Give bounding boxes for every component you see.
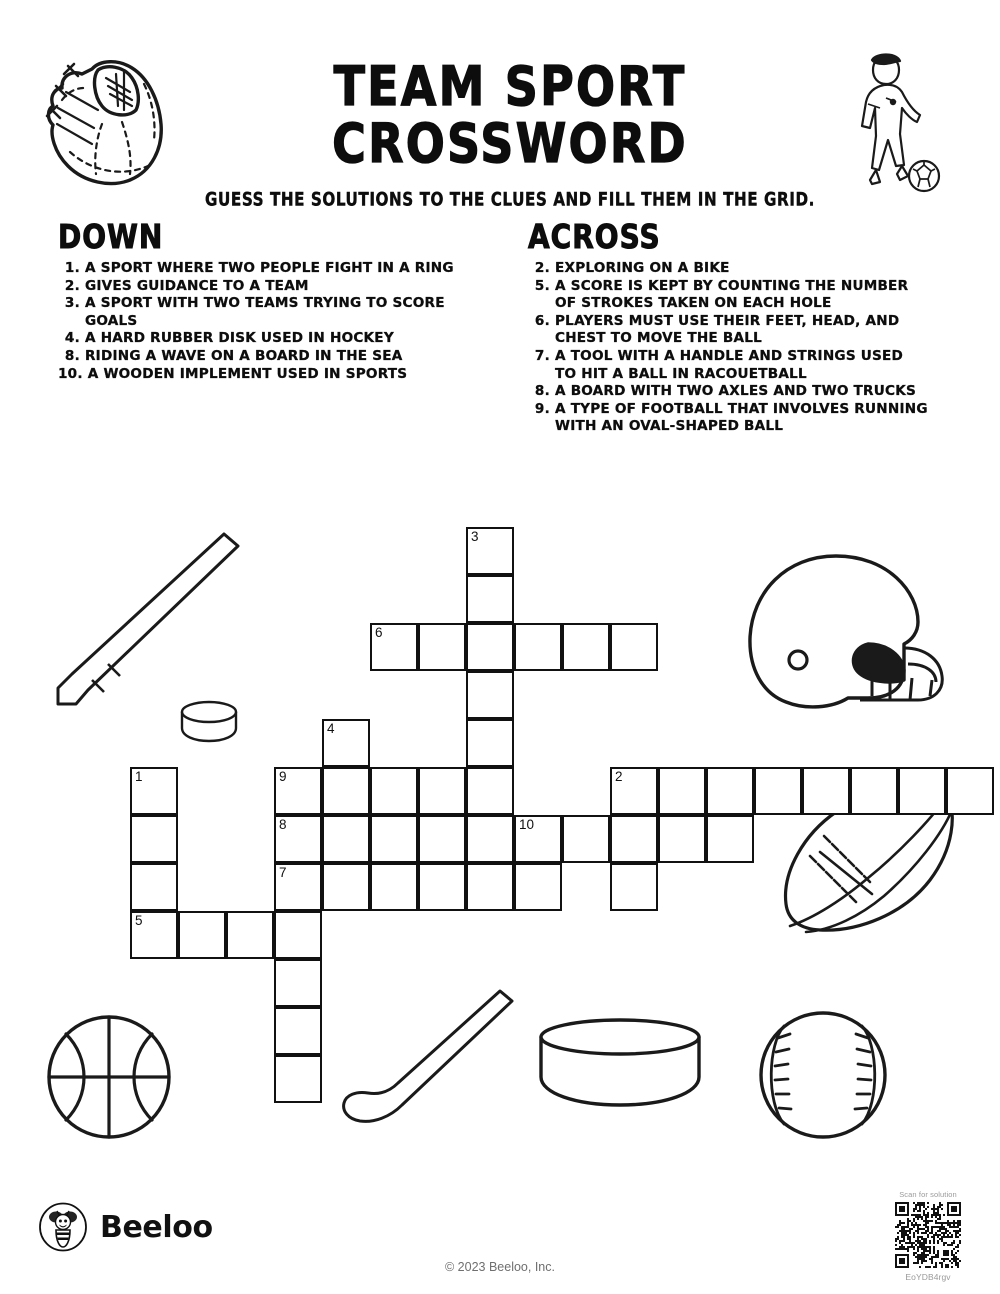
copyright-text: © 2023 Beeloo, Inc. [445,1260,555,1274]
clue-number: 2. [534,260,550,276]
crossword-cell[interactable] [274,1007,322,1055]
crossword-cell[interactable] [370,815,418,863]
crossword-cell[interactable] [610,863,658,911]
clue-text: A SPORT WHERE TWO PEOPLE FIGHT IN A RING [85,260,454,276]
clue-item [528,348,928,383]
clue-number: 5. [534,277,550,294]
hockey-stick-icon [340,985,515,1145]
crossword-cell[interactable] [610,623,658,671]
clue-text: RIDING A WAVE ON A BOARD IN THE SEA [85,347,403,364]
crossword-cell[interactable] [274,959,322,1007]
cell-number: 7 [279,865,287,880]
down-heading: DOWN [58,218,164,257]
crossword-cell[interactable] [466,575,514,623]
clue-number: 10. [58,365,83,382]
page-header [0,0,1000,210]
qr-serial: EoYDB4rgv [905,1272,951,1282]
crossword-cell[interactable] [130,911,178,959]
clue-text: A SCORE IS KEPT BY COUNTING THE NUMBER OF STROKES TAKEN ON EACH HOLE [555,277,909,312]
clue-number: 8. [64,347,80,364]
crossword-cell[interactable] [274,1055,322,1103]
clue-item [58,278,488,296]
crossword-cell[interactable] [610,767,658,815]
crossword-cell[interactable] [514,623,562,671]
crossword-cell[interactable] [466,863,514,911]
clue-item [58,330,488,348]
baseball-glove-icon [44,48,174,193]
brand-name: Beeloo [100,1209,213,1245]
clue-item [528,383,928,401]
clue-text: A SPORT WITH TWO TEAMS TRYING TO SCORE GOALS [85,295,445,329]
crossword-cell[interactable] [898,767,946,815]
crossword-cell[interactable] [130,767,178,815]
clue-text: PLAYERS MUST USE THEIR FEET, HEAD, AND CHEST TO MOVE THE BALL [555,312,900,347]
crossword-cell[interactable] [322,815,370,863]
clue-number: 2. [64,277,80,294]
qr-block [880,1190,976,1282]
cell-number: 2 [615,769,623,784]
crossword-cell[interactable] [226,911,274,959]
crossword-cell[interactable] [562,815,610,863]
crossword-cell[interactable] [274,815,322,863]
crossword-cell[interactable] [514,815,562,863]
clue-number: 7. [534,347,550,364]
clue-item [58,260,488,278]
clue-item [58,295,488,330]
brand-logo [38,1202,213,1252]
bee-logo-icon [38,1202,88,1252]
crossword-cell[interactable] [706,767,754,815]
clue-item [58,366,488,384]
crossword-cell[interactable] [466,527,514,575]
crossword-cell[interactable] [418,863,466,911]
clue-item [58,348,488,366]
crossword-cell[interactable] [322,767,370,815]
crossword-cell[interactable] [130,863,178,911]
crossword-cell[interactable] [658,767,706,815]
hockey-puck-icon [535,1015,705,1110]
qr-code[interactable] [895,1202,961,1268]
soccer-player-icon [846,48,944,196]
clue-number: 9. [534,400,550,417]
clue-number: 6. [534,312,550,329]
crossword-cell[interactable] [418,623,466,671]
across-heading: ACROSS [528,218,661,257]
cell-number: 3 [471,529,479,544]
page-title: TEAM SPORT CROSSWORD [332,54,688,176]
qr-caption: Scan for solution [899,1190,957,1199]
clue-item [528,401,928,436]
baseball-icon [756,1008,891,1143]
crossword-cell[interactable] [370,863,418,911]
crossword-cell[interactable] [466,767,514,815]
clue-number: 8. [534,383,550,400]
crossword-cell[interactable] [274,863,322,911]
hockey-stick-icon [48,524,248,724]
crossword-cell[interactable] [754,767,802,815]
clue-item [528,260,928,278]
crossword-cell[interactable] [130,815,178,863]
clue-text: A BOARD WITH TWO AXLES AND TWO TRUCKS [555,383,916,400]
crossword-cell[interactable] [802,767,850,815]
across-clues-section [528,218,928,436]
cell-number: 8 [279,817,287,832]
cell-number: 4 [327,721,335,736]
crossword-cell[interactable] [466,815,514,863]
crossword-cell[interactable] [946,767,994,815]
crossword-cell[interactable] [562,623,610,671]
clue-text: EXPLORING ON A BIKE [555,260,730,276]
crossword-cell[interactable] [274,911,322,959]
hockey-puck-icon [178,700,240,744]
clue-number: 3. [64,295,80,312]
clue-text: A TYPE OF FOOTBALL THAT INVOLVES RUNNING WITH AN OVAL-SHAPED BALL [555,400,928,435]
crossword-cell[interactable] [610,815,658,863]
crossword-cell[interactable] [514,863,562,911]
clue-number: 1. [64,260,80,276]
crossword-cell[interactable] [418,815,466,863]
crossword-cell[interactable] [322,863,370,911]
basketball-icon [44,1012,174,1142]
title-block [180,54,840,210]
crossword-cell[interactable] [322,719,370,767]
across-clue-list [528,260,928,436]
down-clues-section [58,218,488,383]
clue-item [528,313,928,348]
clue-number: 4. [64,330,80,347]
crossword-cell[interactable] [418,767,466,815]
clue-text: A TOOL WITH A HANDLE AND STRINGS USED TO HIT A BALL IN RACOUETBALL [555,347,904,382]
clue-item [528,278,928,313]
cell-number: 10 [519,817,535,832]
crossword-cell[interactable] [658,815,706,863]
football-helmet-icon [740,548,955,728]
crossword-cell[interactable] [370,623,418,671]
page-subtitle: GUESS THE SOLUTIONS TO THE CLUES AND FILL THEM IN THE GRID. [205,188,815,210]
crossword-cell[interactable] [370,767,418,815]
crossword-cell[interactable] [178,911,226,959]
clue-text: A HARD RUBBER DISK USED IN HOCKEY [85,330,394,347]
cell-number: 5 [135,913,143,928]
clue-text: A WOODEN IMPLEMENT USED IN SPORTS [87,365,408,382]
crossword-cell[interactable] [274,767,322,815]
crossword-cell[interactable] [466,671,514,719]
clue-text: GIVES GUIDANCE TO A TEAM [85,277,309,294]
page-footer [0,1190,1000,1294]
crossword-cell[interactable] [466,623,514,671]
down-clue-list [58,260,488,383]
cell-number: 1 [135,769,143,784]
crossword-cell[interactable] [466,719,514,767]
crossword-cell[interactable] [706,815,754,863]
crossword-cell[interactable] [850,767,898,815]
cell-number: 6 [375,625,383,640]
cell-number: 9 [279,769,287,784]
